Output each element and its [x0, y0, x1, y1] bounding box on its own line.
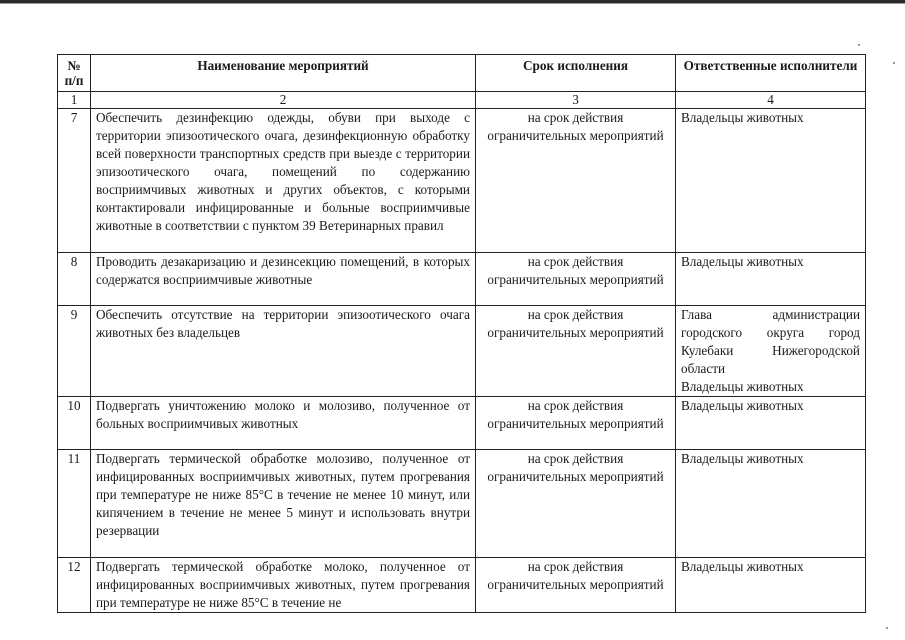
- measures-table: [57, 54, 866, 613]
- row-number: 9: [58, 306, 91, 397]
- term-text: на срок действия ограничительных мероприятий: [476, 397, 676, 450]
- responsible-cell: [676, 306, 866, 397]
- responsible-text: Владельцы животных: [676, 397, 866, 450]
- column-number-row: [58, 92, 866, 109]
- scan-edge-shadow: [0, 3, 905, 4]
- row-number: 11: [58, 450, 91, 558]
- responsible-text: Владельцы животных: [676, 253, 866, 306]
- table-row: [58, 450, 866, 558]
- scan-speck: [858, 44, 860, 46]
- responsible-text: Владельцы животных: [676, 109, 866, 253]
- measure-text: Подвергать термической обработке молозиво, полученное от инфицированных восприимчивых животных, путем прогревания при температуре не ниже 85°С в течение не менее 10 минут, или кипячением в течение не менее 5 минут и использовать внутри резервации: [91, 450, 476, 558]
- responsible-text: Владельцы животных: [676, 450, 866, 558]
- table-row: [58, 306, 866, 397]
- measure-text: Подвергать уничтожению молоко и молозиво, полученное от больных восприимчивых животных: [91, 397, 476, 450]
- table-row: [58, 253, 866, 306]
- row-number: 7: [58, 109, 91, 253]
- measure-text: Обеспечить отсутствие на территории эпизоотического очага животных без владельцев: [91, 306, 476, 397]
- term-text: на срок действия ограничительных мероприятий: [476, 450, 676, 558]
- table-row: [58, 109, 866, 253]
- table-row: [58, 558, 866, 613]
- column-number: 2: [91, 92, 476, 109]
- table-row: [58, 397, 866, 450]
- responsible-text: Глава администрации городского округа город Кулебаки Нижегородской области: [681, 307, 860, 376]
- row-number: 8: [58, 253, 91, 306]
- header-row: [58, 55, 866, 92]
- row-number: 12: [58, 558, 91, 613]
- scan-speck: [886, 627, 888, 629]
- header-resp: Ответственные исполнители: [676, 55, 866, 92]
- column-number: 3: [476, 92, 676, 109]
- term-text: на срок действия ограничительных мероприятий: [476, 109, 676, 253]
- responsible-text: Владельцы животных: [681, 379, 804, 394]
- measure-text: Обеспечить дезинфекцию одежды, обуви при выходе с территории эпизоотического очага, дезинфекционную обработку всей поверхности транспортных средств при выезде с территории эпизоотического очага, помещений по содержанию восприимчивых животных и других объектов, с которыми контактировали инфицированные и больные восприимчивые животные в соответствии с пунктом 39 Ветеринарных правил: [91, 109, 476, 253]
- scan-speck: [893, 62, 895, 64]
- measure-text: Подвергать термической обработке молоко, полученное от инфицированных восприимчивых животных, путем прогревания при температуре не ниже 85°С в течение не: [91, 558, 476, 613]
- term-text: на срок действия ограничительных мероприятий: [476, 306, 676, 397]
- column-number: 4: [676, 92, 866, 109]
- responsible-text: Владельцы животных: [676, 558, 866, 613]
- column-number: 1: [58, 92, 91, 109]
- header-num: № п/п: [58, 55, 91, 92]
- term-text: на срок действия ограничительных мероприятий: [476, 558, 676, 613]
- term-text: на срок действия ограничительных мероприятий: [476, 253, 676, 306]
- row-number: 10: [58, 397, 91, 450]
- measure-text: Проводить дезакаризацию и дезинсекцию помещений, в которых содержатся восприимчивые животные: [91, 253, 476, 306]
- header-name: Наименование мероприятий: [91, 55, 476, 92]
- header-term: Срок исполнения: [476, 55, 676, 92]
